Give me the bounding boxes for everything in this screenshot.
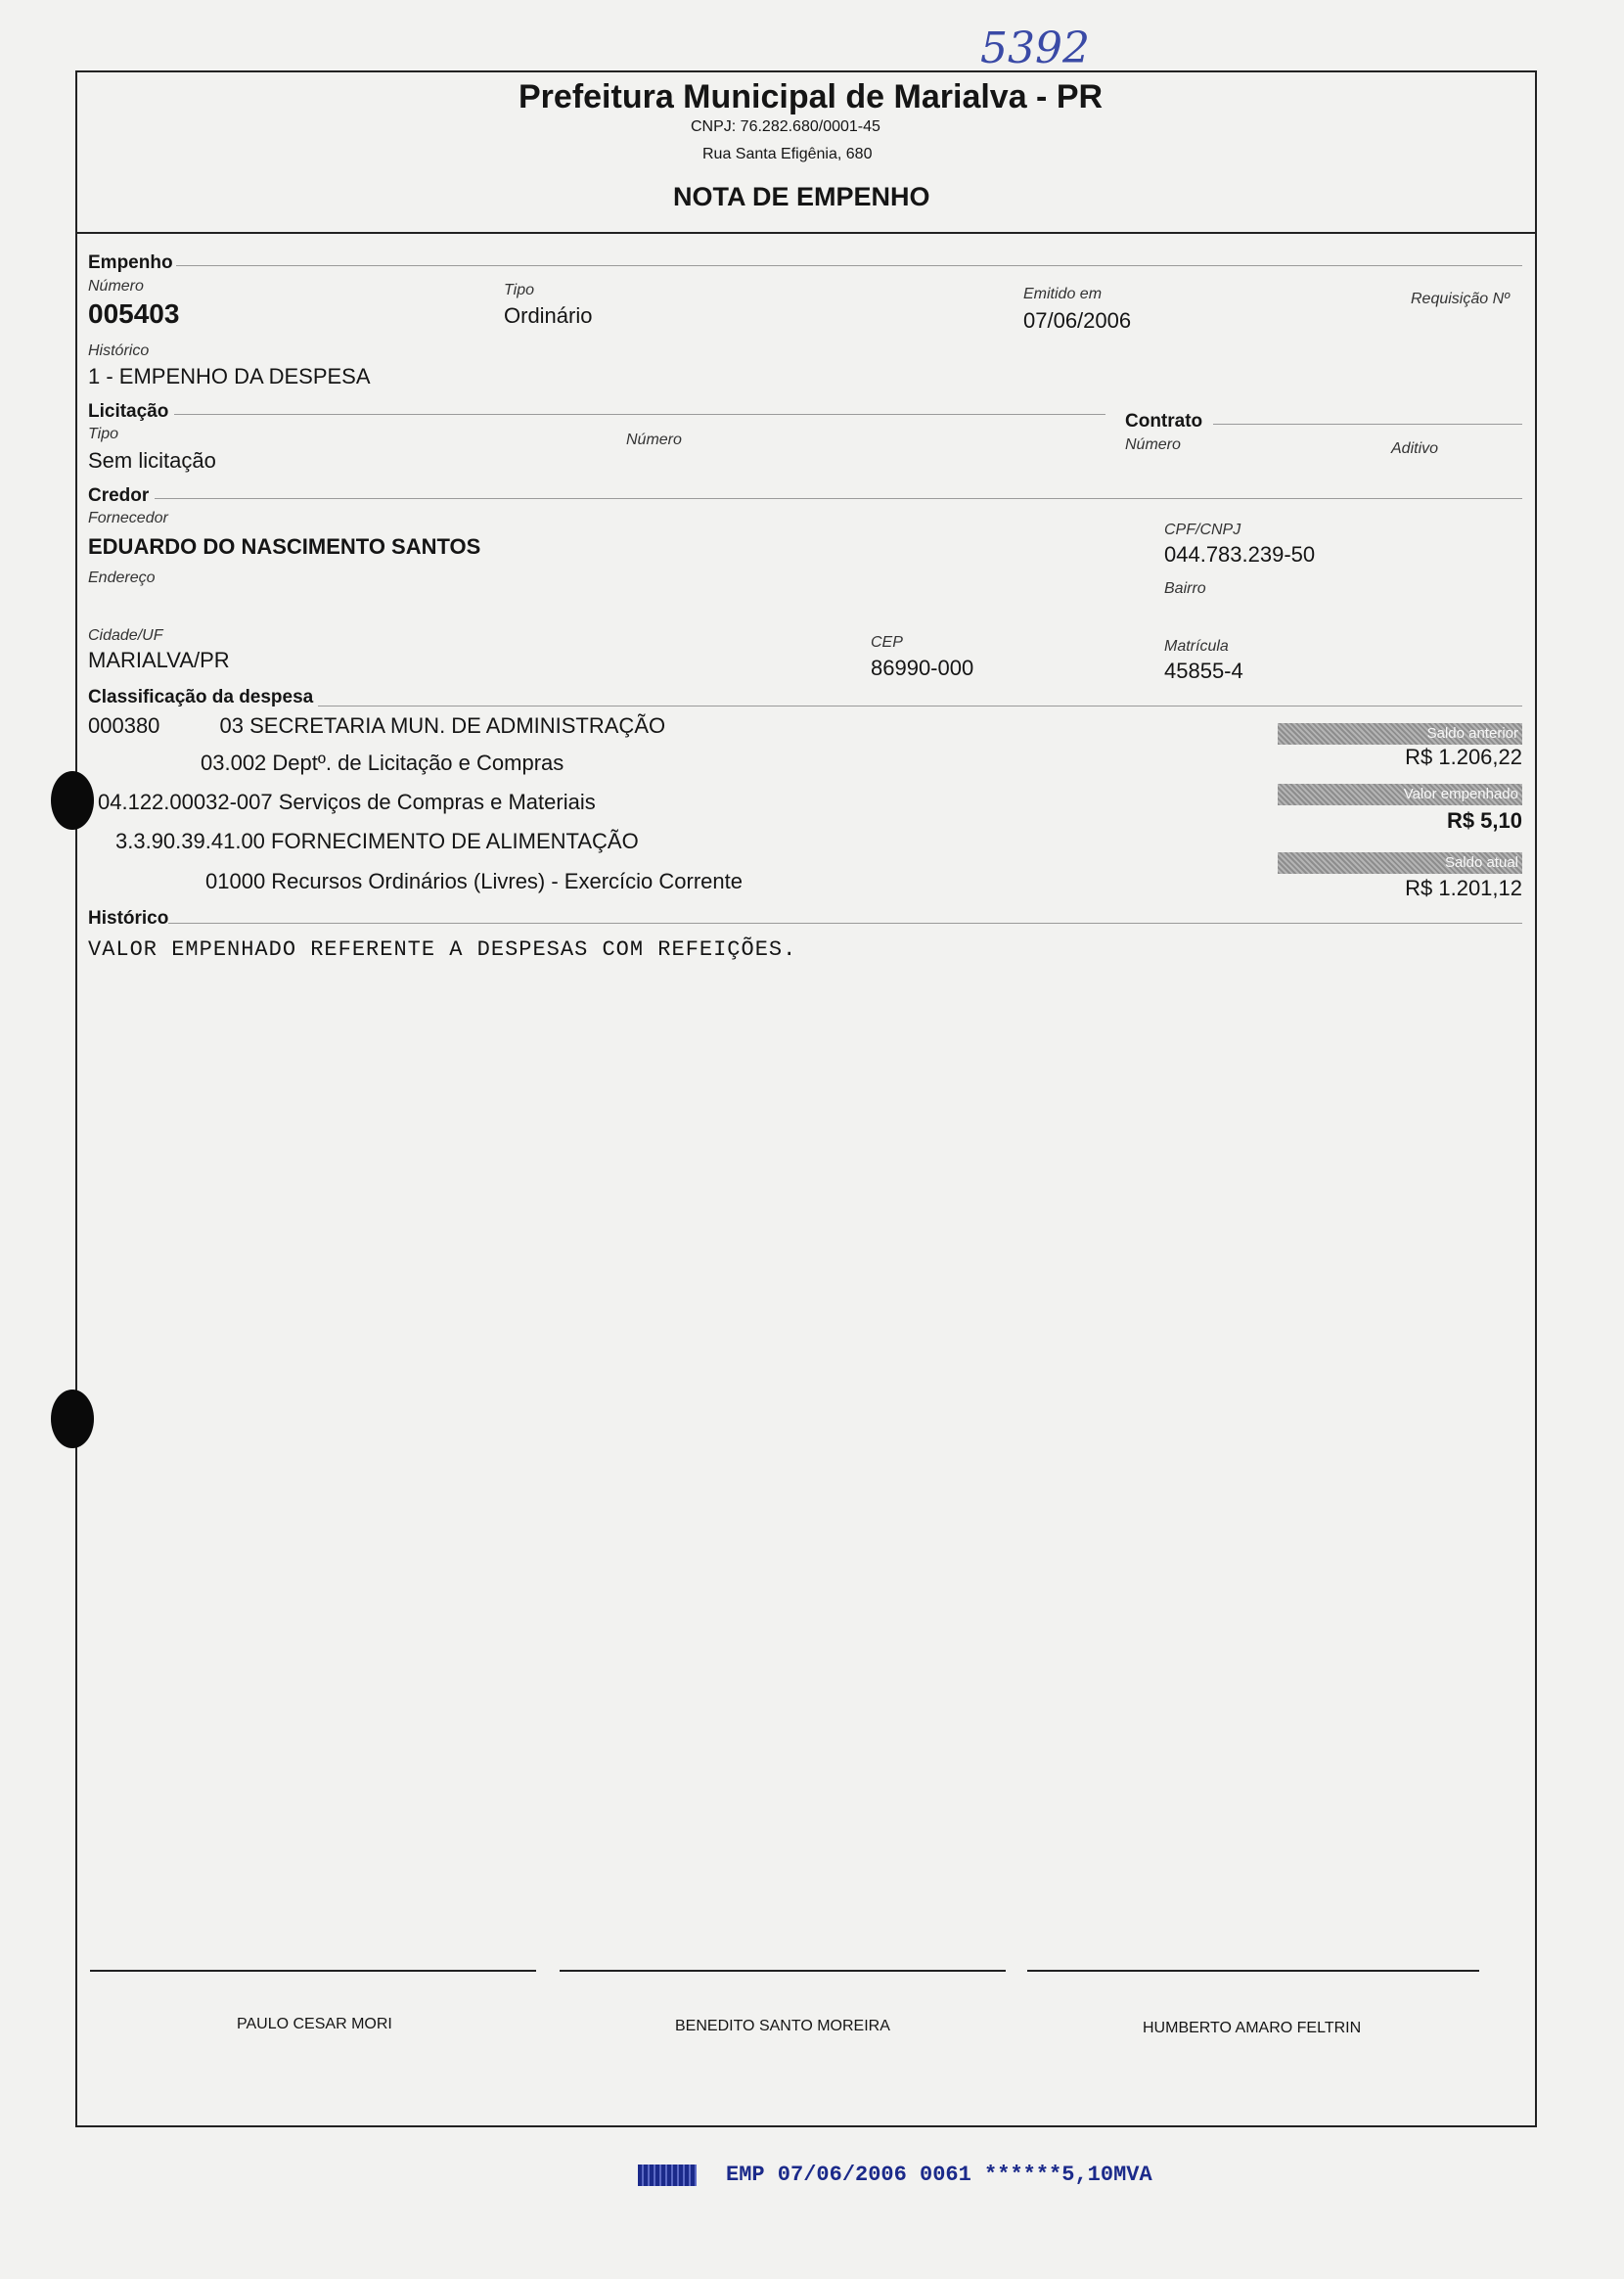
licitacao-numero-label: Número: [626, 432, 682, 448]
credor-rule: [155, 498, 1522, 499]
cpf-label: CPF/CNPJ: [1164, 522, 1241, 538]
cep-value: 86990-000: [871, 656, 974, 680]
classificacao-line-2: 03.002 Deptº. de Licitação e Compras: [201, 751, 564, 775]
valor-empenhado-label: Valor empenhado: [1278, 784, 1522, 805]
valor-empenhado-value: R$ 5,10: [1446, 808, 1522, 833]
cidade-value: MARIALVA/PR: [88, 648, 230, 672]
empenho-tipo: Ordinário: [504, 303, 593, 328]
requisicao-label: Requisição Nº: [1411, 291, 1510, 307]
historico-rule: [168, 923, 1522, 924]
matricula-value: 45855-4: [1164, 659, 1243, 683]
signature-line-3: [1027, 1970, 1479, 1972]
cnpj-text: CNPJ: 76.282.680/0001-45: [691, 118, 880, 135]
signature-line-2: [560, 1970, 1006, 1972]
empenho-historico-label: Histórico: [88, 342, 150, 359]
classificacao-line-3: 04.122.00032-007 Serviços de Compras e Materiais: [98, 790, 596, 814]
historico-section-label: Histórico: [88, 908, 169, 929]
classificacao-line-4: 3.3.90.39.41.00 FORNECIMENTO DE ALIMENTAÇÃO: [115, 829, 639, 853]
header-divider: [75, 232, 1537, 234]
classificacao-line-1: 000380 03 SECRETARIA MUN. DE ADMINISTRAÇÃO: [88, 713, 666, 738]
address-text: Rua Santa Efigênia, 680: [702, 146, 873, 162]
licitacao-rule: [174, 414, 1105, 415]
emitido-date: 07/06/2006: [1023, 308, 1132, 333]
signature-name-3: HUMBERTO AMARO FELTRIN: [1143, 2020, 1362, 2036]
bairro-label: Bairro: [1164, 580, 1206, 597]
empenho-numero: 005403: [88, 298, 180, 329]
fornecedor-name: EDUARDO DO NASCIMENTO SANTOS: [88, 534, 481, 559]
classificacao-section-label: Classificação da despesa: [88, 687, 314, 707]
contrato-rule: [1213, 424, 1522, 425]
saldo-anterior-value: R$ 1.206,22: [1405, 745, 1522, 769]
signature-name-1: PAULO CESAR MORI: [237, 2016, 392, 2032]
empenho-rule: [176, 265, 1522, 266]
historico-text: VALOR EMPENHADO REFERENTE A DESPESAS COM REFEIÇÕES.: [88, 937, 797, 962]
punch-hole-top: [51, 771, 94, 830]
contrato-section-label: Contrato: [1125, 411, 1203, 432]
contrato-aditivo-label: Aditivo: [1391, 440, 1439, 457]
signature-line-1: [90, 1970, 536, 1972]
empenho-historico: 1 - EMPENHO DA DESPESA: [88, 364, 371, 388]
saldo-atual-value: R$ 1.201,12: [1405, 876, 1522, 900]
licitacao-tipo-label: Tipo: [88, 426, 118, 442]
handwritten-number: 5392: [980, 23, 1090, 73]
saldo-atual-label: Saldo atual: [1278, 852, 1522, 874]
page-title: Prefeitura Municipal de Marialva - PR: [519, 78, 1104, 115]
licitacao-tipo: Sem licitação: [88, 448, 216, 473]
footer-stamp: EMP 07/06/2006 0061 ******5,10MVA: [726, 2163, 1152, 2187]
licitacao-section-label: Licitação: [88, 401, 169, 422]
endereco-label: Endereço: [88, 570, 156, 586]
cpf-value: 044.783.239-50: [1164, 542, 1316, 567]
fornecedor-label: Fornecedor: [88, 510, 168, 526]
contrato-numero-label: Número: [1125, 436, 1181, 453]
empenho-numero-label: Número: [88, 278, 144, 295]
empenho-section-label: Empenho: [88, 252, 173, 273]
document-title: NOTA DE EMPENHO: [673, 182, 930, 211]
credor-section-label: Credor: [88, 485, 150, 506]
empenho-tipo-label: Tipo: [504, 282, 534, 298]
classificacao-line-5: 01000 Recursos Ordinários (Livres) - Exercício Corrente: [205, 869, 743, 893]
signature-name-2: BENEDITO SANTO MOREIRA: [675, 2018, 890, 2034]
matricula-label: Matrícula: [1164, 638, 1229, 655]
footer-stamp-mark: [638, 2165, 697, 2186]
cep-label: CEP: [871, 634, 903, 651]
saldo-anterior-label: Saldo anterior: [1278, 723, 1522, 745]
emitido-label: Emitido em: [1023, 286, 1103, 302]
cidade-label: Cidade/UF: [88, 627, 163, 644]
punch-hole-bottom: [51, 1390, 94, 1448]
